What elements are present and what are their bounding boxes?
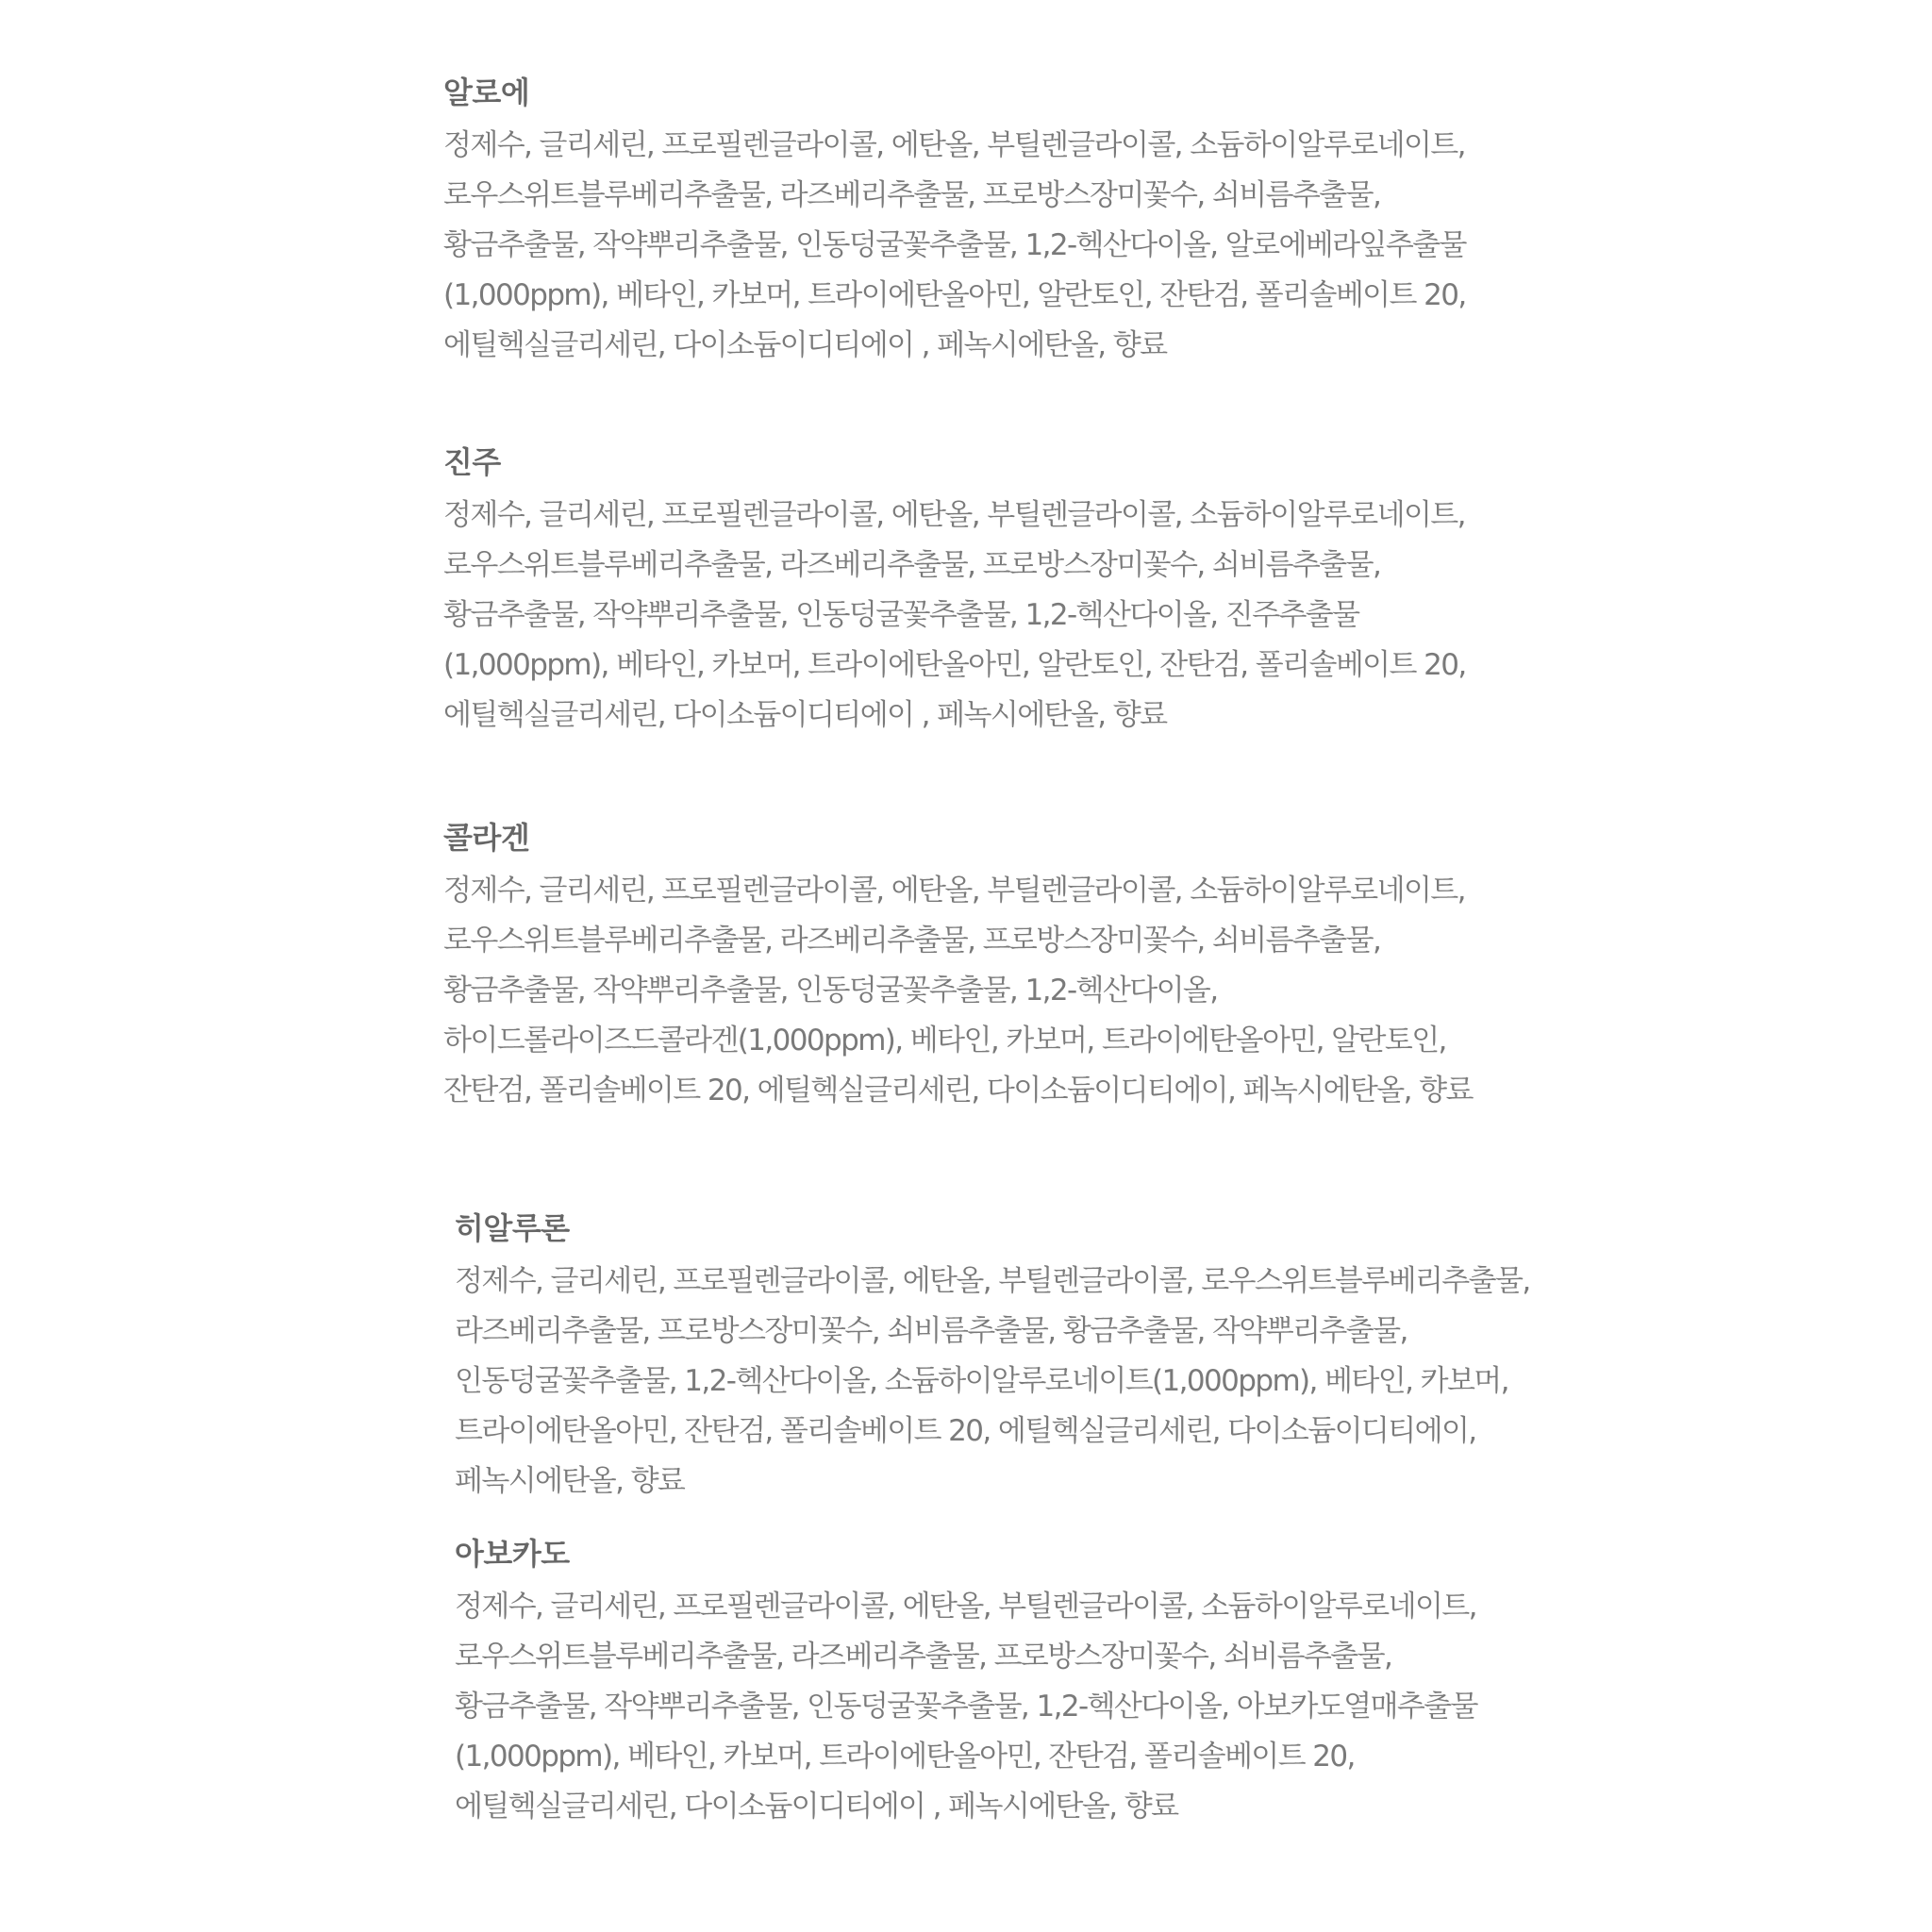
section-title-aloe: 알로에 — [443, 75, 530, 110]
ingredient-line: 로우스위트블루베리추출물, 라즈베리추출물, 프로방스장미꽃수, 쇠비름추출물, — [443, 178, 1381, 212]
ingredient-line: 에틸헥실글리세린, 다이소듐이디티에이 , 페녹시에탄올, 향료 — [455, 1790, 1178, 1824]
ingredient-line: 정제수, 글리세린, 프로필렌글라이콜, 에탄올, 부틸렌글라이콜, 로우스위트블루베리추출물, — [455, 1264, 1530, 1298]
ingredient-line: 하이드롤라이즈드콜라겐(1,000ppm), 베타인, 카보머, 트라이에탄올아민, 알란토인, — [443, 1024, 1446, 1058]
ingredient-line: 라즈베리추출물, 프로방스장미꽃수, 쇠비름추출물, 황금추출물, 작약뿌리추출물, — [455, 1314, 1407, 1348]
section-title-collagen: 콜라겐 — [443, 820, 530, 856]
ingredient-line: 로우스위트블루베리추출물, 라즈베리추출물, 프로방스장미꽃수, 쇠비름추출물, — [443, 548, 1381, 582]
ingredient-line: 에틸헥실글리세린, 다이소듐이디티에이 , 페녹시에탄올, 향료 — [443, 698, 1167, 732]
section-title-pearl: 진주 — [443, 444, 501, 480]
ingredient-line: 페녹시에탄올, 향료 — [455, 1464, 685, 1498]
ingredient-line: 트라이에탄올아민, 잔탄검, 폴리솔베이트 20, 에틸헥실글리세린, 다이소듐이디티에이, — [455, 1414, 1476, 1448]
ingredient-section-collagen — [443, 817, 1473, 1116]
ingredient-line: (1,000ppm), 베타인, 카보머, 트라이에탄올아민, 잔탄검, 폴리솔베이트 20, — [455, 1740, 1355, 1774]
ingredient-line: 황금추출물, 작약뿌리추출물, 인동덩굴꽃추출물, 1,2-헥산다이올, 진주추출물 — [443, 598, 1359, 632]
ingredient-line: (1,000ppm), 베타인, 카보머, 트라이에탄올아민, 알란토인, 잔탄검, 폴리솔베이트 20, — [443, 278, 1466, 312]
ingredient-section-avocado — [455, 1533, 1477, 1832]
ingredient-line: 정제수, 글리세린, 프로필렌글라이콜, 에탄올, 부틸렌글라이콜, 소듐하이알루로네이트, — [443, 498, 1465, 532]
ingredient-line: 로우스위트블루베리추출물, 라즈베리추출물, 프로방스장미꽃수, 쇠비름추출물, — [455, 1640, 1392, 1674]
ingredient-line: (1,000ppm), 베타인, 카보머, 트라이에탄올아민, 알란토인, 잔탄검, 폴리솔베이트 20, — [443, 648, 1466, 682]
ingredient-line: 정제수, 글리세린, 프로필렌글라이콜, 에탄올, 부틸렌글라이콜, 소듐하이알루로네이트, — [443, 128, 1465, 162]
ingredient-line: 로우스위트블루베리추출물, 라즈베리추출물, 프로방스장미꽃수, 쇠비름추출물, — [443, 924, 1381, 958]
ingredient-section-aloe — [443, 72, 1466, 371]
ingredient-line: 황금추출물, 작약뿌리추출물, 인동덩굴꽃추출물, 1,2-헥산다이올, 아보카도열매추출물 — [455, 1690, 1477, 1724]
ingredient-line: 잔탄검, 폴리솔베이트 20, 에틸헥실글리세린, 다이소듐이디티에이, 페녹시에탄올, 향료 — [443, 1074, 1473, 1108]
ingredient-line: 에틸헥실글리세린, 다이소듐이디티에이 , 페녹시에탄올, 향료 — [443, 328, 1167, 362]
ingredient-line: 황금추출물, 작약뿌리추출물, 인동덩굴꽃추출물, 1,2-헥산다이올, — [443, 974, 1218, 1008]
ingredient-line: 정제수, 글리세린, 프로필렌글라이콜, 에탄올, 부틸렌글라이콜, 소듐하이알루로네이트, — [455, 1590, 1476, 1624]
ingredient-line: 정제수, 글리세린, 프로필렌글라이콜, 에탄올, 부틸렌글라이콜, 소듐하이알루로네이트, — [443, 874, 1465, 908]
ingredient-section-hyaluron — [455, 1208, 1530, 1507]
section-title-avocado: 아보카도 — [455, 1536, 570, 1572]
ingredient-section-pearl — [443, 441, 1466, 741]
ingredient-line: 황금추출물, 작약뿌리추출물, 인동덩굴꽃추출물, 1,2-헥산다이올, 알로에베라잎추출물 — [443, 228, 1466, 262]
ingredient-line: 인동덩굴꽃추출물, 1,2-헥산다이올, 소듐하이알루로네이트(1,000ppm), 베타인, 카보머, — [455, 1364, 1508, 1398]
section-title-hyaluron: 히알루론 — [455, 1210, 570, 1246]
